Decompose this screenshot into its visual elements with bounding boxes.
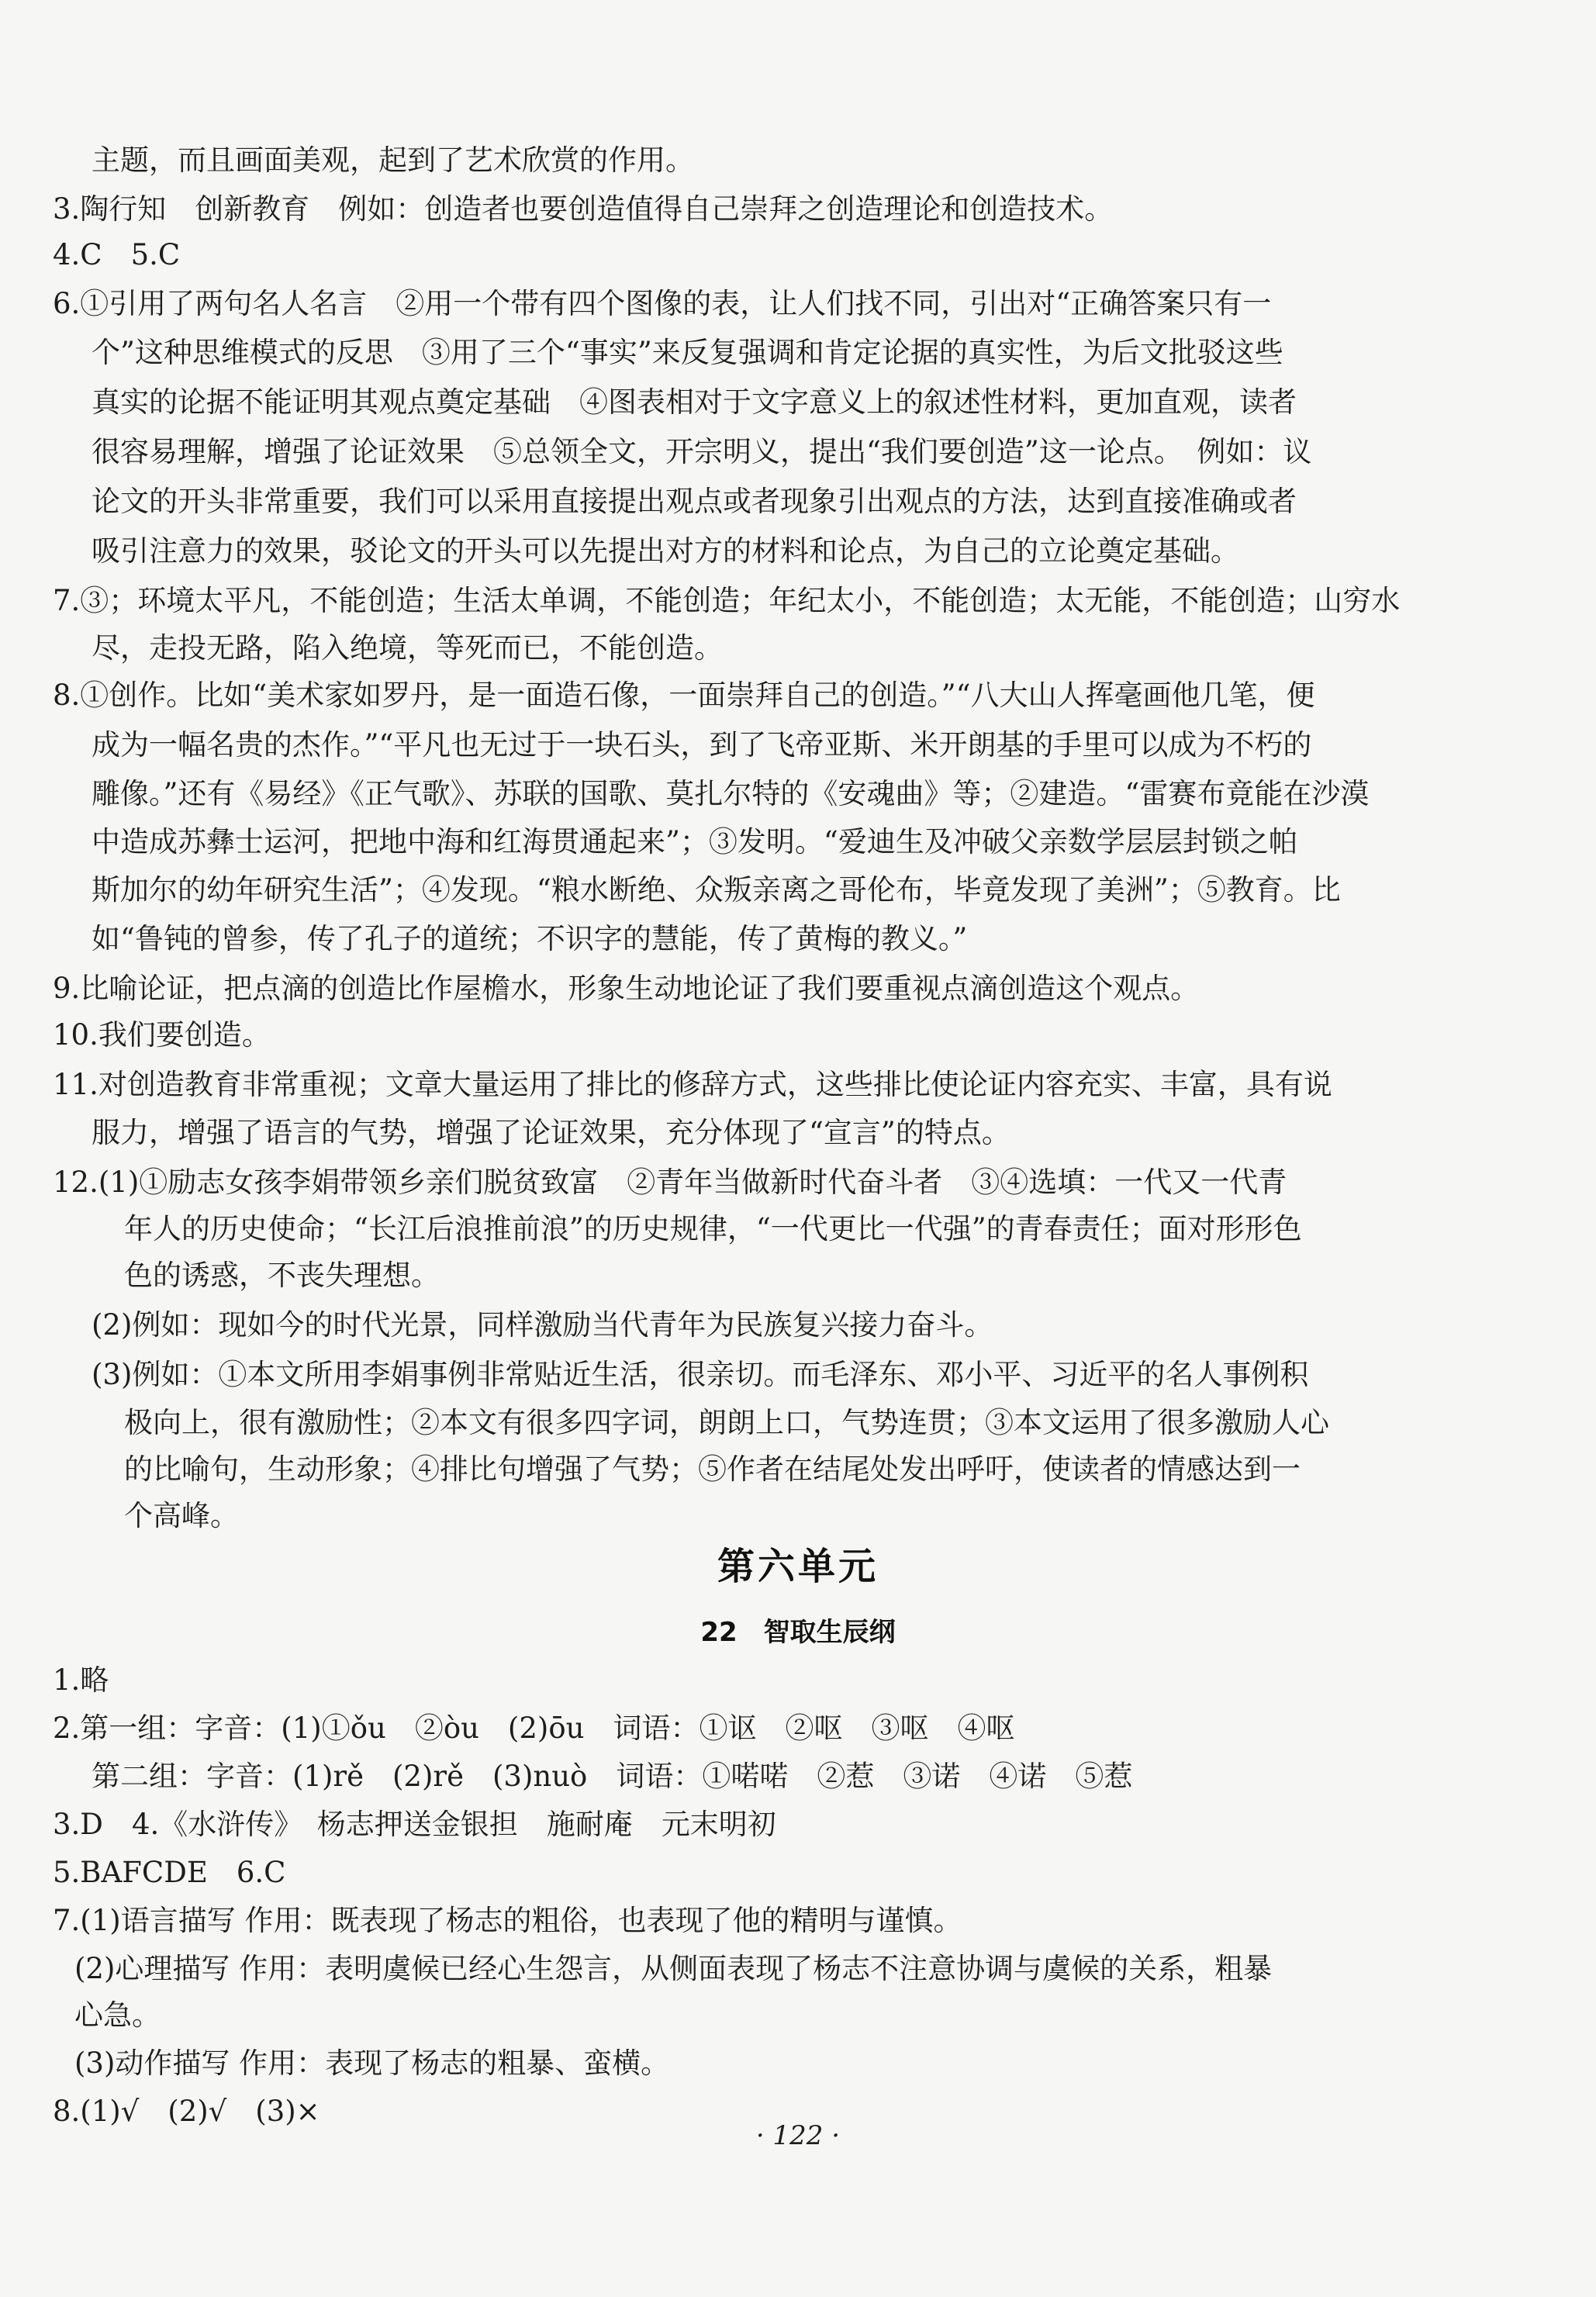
- text-line: 主题，而且画面美观，起到了艺术欣赏的作用。: [92, 143, 694, 177]
- text-line: 个高峰。: [124, 1499, 239, 1532]
- text-line: 7.③；环境太平凡，不能创造；生活太单调，不能创造；年纪太小，不能创造；太无能，不能创造；山穷水: [53, 584, 1401, 617]
- text-line: 7.(1)语言描写 作用：既表现了杨志的粗俗，也表现了他的精明与谨慎。: [53, 1904, 962, 1937]
- text-line: (3)动作描写 作用：表现了杨志的粗暴、蛮横。: [74, 2047, 670, 2080]
- text-line: (2)心理描写 作用：表明虞候已经心生怨言，从侧面表现了杨志不注意协调与虞候的关系，粗暴: [74, 1952, 1273, 1985]
- text-line: 个”这种思维模式的反思 ③用了三个“事实”来反复强调和肯定论据的真实性，为后文批驳这些: [92, 336, 1283, 369]
- unit-title: 第六单元: [717, 1545, 879, 1588]
- text-line: (3)例如：①本文所用李娟事例非常贴近生活，很亲切。而毛泽东、邓小平、习近平的名人事例积: [92, 1358, 1309, 1391]
- text-line: 9.比喻论证，把点滴的创造比作屋檐水，形象生动地论证了我们要重视点滴创造这个观点。: [53, 972, 1200, 1005]
- text-line: 如“鲁钝的曾参，传了孔子的道统；不识字的慧能，传了黄梅的教义。”: [92, 922, 968, 955]
- text-line: 8.①创作。比如“美术家如罗丹，是一面造石像，一面崇拜自己的创造。”“八大山人挥毫画他几笔，便: [53, 679, 1315, 712]
- text-line: 5.BAFCDE 6.C: [53, 1856, 286, 1889]
- text-line: 1.略: [53, 1663, 109, 1697]
- text-line: 2.第一组：字音：(1)①ǒu ②òu (2)ōu 词语：①讴 ②呕 ③呕 ④呕: [53, 1712, 1015, 1745]
- text-line: 年人的历史使命；“长江后浪推前浪”的历史规律，“一代更比一代强”的青春责任；面对形形色: [124, 1212, 1302, 1245]
- text-line: 3.陶行知 创新教育 例如：创造者也要创造值得自己崇拜之创造理论和创造技术。: [53, 192, 1114, 226]
- text-line: 吸引注意力的效果，驳论文的开头可以先提出对方的材料和论点，为自己的立论奠定基础。: [92, 534, 1239, 568]
- text-line: 论文的开头非常重要，我们可以采用直接提出观点或者现象引出观点的方法，达到直接准确或者: [92, 485, 1297, 518]
- text-line: 斯加尔的幼年研究生活”；④发现。“粮水断绝、众叛亲离之哥伦布，毕竟发现了美洲”；⑤教育。比: [92, 873, 1341, 907]
- lesson-title: 22 智取生辰纲: [700, 1617, 896, 1648]
- page-number: · 122 ·: [755, 2120, 841, 2151]
- text-line: 的比喻句，生动形象；④排比句增强了气势；⑤作者在结尾处发出呼吁，使读者的情感达到一: [124, 1452, 1301, 1486]
- text-line: 12.(1)①励志女孩李娟带领乡亲们脱贫致富 ②青年当做新时代奋斗者 ③④选填：一代又一代青: [53, 1166, 1287, 1199]
- text-line: 色的诱惑，不丧失理想。: [124, 1259, 440, 1292]
- text-line: 4.C 5.C: [53, 238, 181, 271]
- text-line: 服力，增强了语言的气势，增强了论证效果，充分体现了“宣言”的特点。: [92, 1116, 1010, 1149]
- text-line: 尽，走投无路，陷入绝境，等死而已，不能创造。: [92, 631, 723, 665]
- text-line: 极向上，很有激励性；②本文有很多四字词，朗朗上口，气势连贯；③本文运用了很多激励人心: [124, 1406, 1329, 1439]
- text-line: 3.D 4.《水浒传》 杨志押送金银担 施耐庵 元末明初: [53, 1808, 776, 1841]
- text-line: 8.(1)√ (2)√ (3)×: [53, 2095, 320, 2128]
- text-line: 很容易理解，增强了论证效果 ⑤总领全文，开宗明义，提出“我们要创造”这一论点。 例如：议: [92, 435, 1312, 468]
- text-line: (2)例如：现如今的时代光景，同样激励当代青年为民族复兴接力奋斗。: [92, 1308, 993, 1342]
- text-line: 成为一幅名贵的杰作。”“平凡也无过于一块石头，到了飞帝亚斯、米开朗基的手里可以成为不朽的: [92, 728, 1312, 762]
- text-line: 雕像。”还有《易经》《正气歌》、苏联的国歌、莫扎尔特的《安魂曲》等；②建造。“雷赛布竟能在沙漠: [92, 777, 1370, 810]
- text-line: 第二组：字音：(1)rě (2)rě (3)nuò 词语：①喏喏 ②惹 ③诺 ④诺 ⑤惹: [92, 1760, 1133, 1793]
- text-line: 中造成苏彝士运河，把地中海和红海贯通起来”；③发明。“爱迪生及冲破父亲数学层层封锁之帕: [92, 825, 1297, 858]
- text-line: 11.对创造教育非常重视；文章大量运用了排比的修辞方式，这些排比使论证内容充实、丰富，具有说: [53, 1068, 1332, 1101]
- text-line: 真实的论据不能证明其观点奠定基础 ④图表相对于文字意义上的叙述性材料，更加直观，读者: [92, 385, 1297, 419]
- text-line: 10.我们要创造。: [53, 1018, 271, 1052]
- text-line: 6.①引用了两句名人名言 ②用一个带有四个图像的表，让人们找不同，引出对“正确答案只有一: [53, 287, 1272, 320]
- text-line: 心急。: [74, 1998, 161, 2032]
